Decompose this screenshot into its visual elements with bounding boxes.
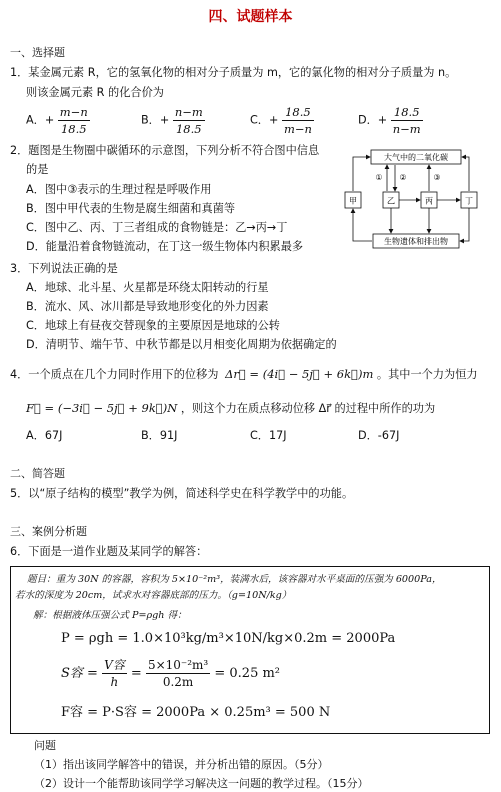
- q4-force: F⃗ = (−3i⃗ − 5j⃗ + 9k⃗)N: [26, 401, 178, 415]
- bing-label: 丙: [425, 196, 433, 206]
- q4-stem-text-b: 。其中一个力为恒力: [376, 368, 478, 381]
- q6-solution-intro: 解：根据液体压强公式 P=ρgh 得：: [33, 610, 187, 621]
- q6-problem-line1: 题目：重为 30N 的容器，容积为 5×10⁻²m³，装满水后，该容器对水平桌面的压强为 6000Pa，: [27, 574, 442, 585]
- q1-option-d[interactable]: [358, 104, 423, 137]
- q1-option-d-numerator: 18.5: [391, 104, 423, 121]
- q1-option-a-denominator: 18.5: [60, 122, 87, 136]
- q6-eq2-numerator-v: V容: [104, 658, 125, 672]
- q1-stem-line2: 则该金属元素 R 的化合价为: [26, 86, 164, 99]
- carbon-cycle-diagram: [343, 148, 491, 250]
- q4-stem-text2: ，则这个力在质点移动位移 Δr⃗ 的过程中所作的功为: [180, 402, 436, 415]
- q3-stem: 3．下列说法正确的是: [10, 262, 118, 275]
- q3-option-a[interactable]: A．地球、北斗星、火星都是环绕太阳转动的行星: [26, 281, 269, 294]
- q2-option-d[interactable]: D．能量沿着食物链流动，在丁这一级生物体内积累最多: [26, 240, 304, 253]
- q3-option-d[interactable]: D．清明节、端午节、中秋节都是以月相变化周期为依据确定的: [26, 338, 337, 351]
- ding-label: 丁: [465, 196, 473, 206]
- q1-option-d-fraction: [391, 104, 423, 137]
- q1-option-a[interactable]: [26, 104, 90, 137]
- remains-label: 生物遗体和排出物: [384, 237, 448, 246]
- q4-displacement: Δr⃗ = (4i⃗ − 5j⃗ + 6k⃗)m: [225, 367, 374, 381]
- q6-subquestion-1: （1）指出该同学解答中的错误，并分析出错的原因。（5分）: [34, 758, 329, 771]
- q2-stem-line1: 2．题图是生物圈中碳循环的示意图，下列分析不符合图中信息: [10, 144, 320, 157]
- section-heading-choice: 一、选择题: [10, 46, 65, 59]
- q1-option-d-label: D．+: [358, 113, 388, 127]
- q4-option-d[interactable]: D．-67J: [358, 429, 400, 442]
- q6-stem: 6．下面是一道作业题及某同学的解答：: [10, 545, 208, 558]
- q4-stem-line1: [10, 366, 478, 382]
- q6-subquestion-2: （2）设计一个能帮助该同学学习解决这一问题的教学过程。（15分）: [34, 777, 369, 790]
- q1-stem-line1: 1．某金属元素 R，它的氢氧化物的相对分子质量为 m，它的氯化物的相对分子质量为 n。: [10, 66, 457, 79]
- q6-eq2-lhs: S容 =: [61, 666, 98, 681]
- q2-option-b[interactable]: B．图中甲代表的生物是腐生细菌和真菌等: [26, 202, 236, 215]
- q4-option-c[interactable]: C．17J: [250, 429, 287, 442]
- q1-option-c-label: C．+: [250, 113, 279, 127]
- section-heading-short-answer: 二、简答题: [10, 467, 65, 480]
- q6-eq2-numerator: 5×10⁻²m³: [147, 658, 209, 672]
- q1-option-c-fraction: [282, 104, 314, 137]
- q2-stem-line2: 的是: [26, 163, 49, 176]
- q1-option-a-fraction: [58, 104, 90, 137]
- q1-option-c[interactable]: [250, 104, 314, 137]
- q3-option-c[interactable]: C．地球上有昼夜交替现象的主要原因是地球的公转: [26, 319, 280, 332]
- label-n3: ③: [433, 173, 441, 182]
- q6-equation-area: [61, 657, 280, 690]
- q4-stem-text: 4．一个质点在几个力同时作用下的位移为: [10, 368, 219, 381]
- q6-eq2-fraction-vh: [102, 657, 127, 690]
- jia-label: 甲: [349, 196, 357, 206]
- q6-eq2-denominator: 0.2m: [162, 675, 194, 689]
- q5-stem: 5．以“原子结构的模型”教学为例，简述科学史在科学教学中的功能。: [10, 487, 354, 500]
- q6-eq2-rhs: = 0.25 m²: [214, 666, 281, 681]
- arrow-ding-to-remains: [460, 208, 469, 241]
- q1-option-c-numerator: 18.5: [282, 104, 314, 121]
- q6-eq2-fraction-values: [146, 657, 210, 690]
- q4-option-a[interactable]: A．67J: [26, 429, 63, 442]
- label-n1: ①: [375, 173, 383, 182]
- q1-option-a-label: A．+: [26, 113, 55, 127]
- q6-eq2-equals: =: [130, 666, 142, 681]
- q2-option-a[interactable]: A．图中③表示的生理过程是呼吸作用: [26, 183, 212, 196]
- q1-option-b[interactable]: [141, 104, 205, 137]
- section-heading-case-analysis: 三、案例分析题: [10, 525, 87, 538]
- q1-option-d-denominator: n−m: [392, 122, 421, 136]
- q1-option-b-numerator: n−m: [174, 105, 203, 119]
- q1-option-b-fraction: [173, 104, 205, 137]
- q6-solution-box: [10, 566, 490, 734]
- arrow-ding-to-co2: [462, 157, 469, 191]
- q4-stem-line2: [26, 400, 435, 416]
- q1-option-b-label: B．+: [141, 113, 170, 127]
- q2-option-c[interactable]: C．图中乙、丙、丁三者组成的食物链是：乙→丙→丁: [26, 221, 288, 234]
- yi-label: 乙: [387, 196, 395, 206]
- arrow-remains-to-jia: [353, 209, 372, 241]
- page-title: 四、试题样本: [208, 9, 293, 25]
- q6-questions-label: 问题: [34, 739, 56, 752]
- q4-option-b[interactable]: B．91J: [141, 429, 178, 442]
- q1-option-b-denominator: 18.5: [175, 122, 202, 136]
- q1-option-a-numerator: m−n: [59, 105, 88, 119]
- q6-equation-pressure: P = ρgh = 1.0×10³kg/m³×10N/kg×0.2m = 2000Pa: [61, 631, 396, 646]
- q6-eq2-denominator-h: h: [110, 675, 119, 689]
- q3-option-b[interactable]: B．流水、风、冰川都是导致地形变化的外力因素: [26, 300, 269, 313]
- q6-problem-line2: 若水的深度为 20cm，试求水对容器底部的压力。（g=10N/kg）: [15, 590, 292, 601]
- q6-equation-force: F容 = P·S容 = 2000Pa × 0.25m³ = 500 N: [61, 705, 331, 720]
- label-n2: ②: [399, 173, 407, 182]
- atmosphere-co2-label: 大气中的二氧化碳: [384, 153, 448, 162]
- arrow-jia-to-co2: [353, 157, 370, 191]
- q1-option-c-denominator: m−n: [283, 122, 312, 136]
